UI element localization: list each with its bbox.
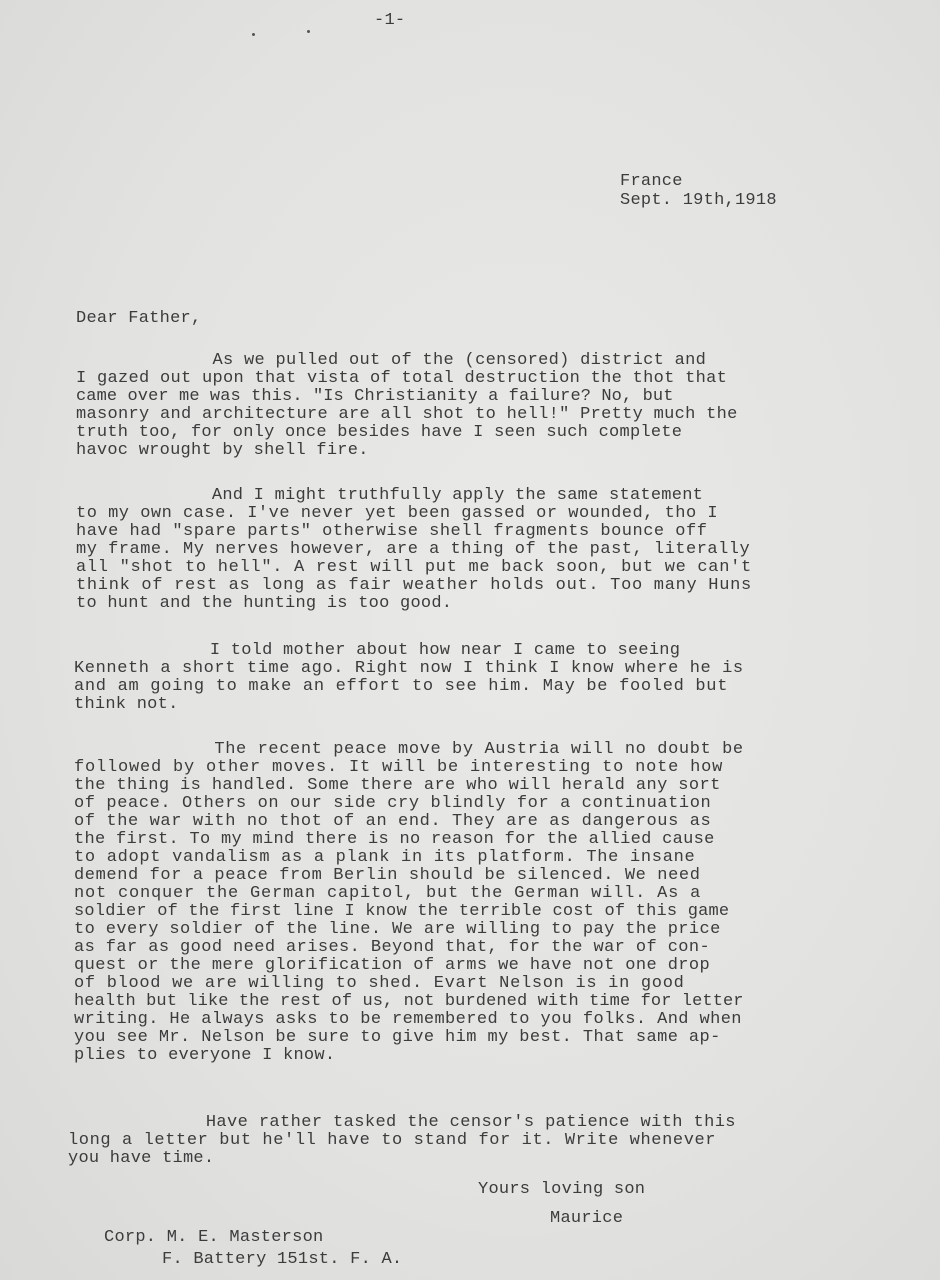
- letter-date: Sept. 19th,1918: [620, 191, 777, 210]
- page-number: -1-: [374, 11, 406, 30]
- text-line: soldier of the first line I know the terrible cost of this game: [74, 902, 730, 921]
- salutation: Dear Father,: [76, 309, 202, 328]
- paragraph-2: [76, 487, 752, 613]
- text-line: And I might truthfully apply the same statement: [76, 486, 704, 505]
- text-line: think not.: [74, 695, 179, 714]
- paragraph-3: [74, 642, 744, 714]
- text-line: Have rather tasked the censor's patience with this: [68, 1113, 736, 1132]
- paper-speck: [252, 33, 255, 36]
- text-line: my frame. My nerves however, are a thing of the past, literally: [76, 540, 751, 559]
- text-line: to my own case. I've never yet been gassed or wounded, tho I: [76, 504, 719, 523]
- text-line: you have time.: [68, 1149, 215, 1168]
- closing: Yours loving son: [478, 1180, 646, 1199]
- text-line: not conquer the German capitol, but the German will. As a: [74, 884, 702, 903]
- text-line: the first. To my mind there is no reason for the allied cause: [74, 830, 715, 849]
- text-line: the thing is handled. Some there are who will herald any sort: [74, 776, 721, 795]
- text-line: I told mother about how near I came to seeing: [74, 641, 681, 660]
- text-line: as far as good need arises. Beyond that, for the war of con-: [74, 938, 711, 957]
- text-line: quest or the mere glorification of arms we have not one drop: [74, 956, 711, 975]
- text-line: think of rest as long as fair weather holds out. Too many Huns: [76, 576, 752, 595]
- text-line: and am going to make an effort to see him. May be fooled but: [74, 677, 729, 696]
- text-line: masonry and architecture are all shot to hell!" Pretty much the: [76, 405, 738, 424]
- text-line: came over me was this. "Is Christianity a failure? No, but: [76, 387, 674, 406]
- sender-unit: F. Battery 151st. F. A.: [162, 1250, 403, 1269]
- text-line: of the war with no thot of an end. They are as dangerous as: [74, 812, 712, 831]
- text-line: followed by other moves. It will be interesting to note how: [74, 758, 724, 777]
- text-line: I gazed out upon that vista of total destruction the thot that: [76, 369, 728, 388]
- text-line: truth too, for only once besides have I seen such complete: [76, 423, 683, 442]
- text-line: Kenneth a short time ago. Right now I think I know where he is: [74, 659, 744, 678]
- text-line: to every soldier of the line. We are willing to pay the price: [74, 920, 721, 939]
- paragraph-1: [76, 352, 738, 460]
- text-line: writing. He always asks to be remembered to you folks. And when: [74, 1010, 742, 1029]
- letter-place: France: [620, 172, 683, 191]
- text-line: health but like the rest of us, not burdened with time for letter: [74, 992, 744, 1011]
- text-line: demend for a peace from Berlin should be silenced. We need: [74, 866, 701, 885]
- text-line: to hunt and the hunting is too good.: [76, 594, 453, 613]
- paragraph-5: [68, 1114, 736, 1168]
- signature: Maurice: [550, 1209, 624, 1228]
- text-line: you see Mr. Nelson be sure to give him my best. That same ap-: [74, 1028, 721, 1047]
- text-line: of peace. Others on our side cry blindly for a continuation: [74, 794, 712, 813]
- paper-speck: [307, 30, 310, 33]
- sender-name: Corp. M. E. Masterson: [104, 1228, 324, 1247]
- paragraph-4: [74, 741, 744, 1065]
- text-line: have had "spare parts" otherwise shell fragments bounce off: [76, 522, 708, 541]
- text-line: all "shot to hell". A rest will put me back soon, but we can't: [76, 558, 752, 577]
- text-line: to adopt vandalism as a plank in its platform. The insane: [74, 848, 696, 867]
- text-line: As we pulled out of the (censored) district and: [76, 351, 707, 370]
- text-line: plies to everyone I know.: [74, 1046, 336, 1065]
- text-line: The recent peace move by Austria will no doubt be: [74, 740, 744, 759]
- text-line: of blood we are willing to shed. Evart Nelson is in good: [74, 974, 685, 993]
- text-line: havoc wrought by shell fire.: [76, 441, 369, 460]
- text-line: long a letter but he'll have to stand for it. Write whenever: [68, 1131, 717, 1150]
